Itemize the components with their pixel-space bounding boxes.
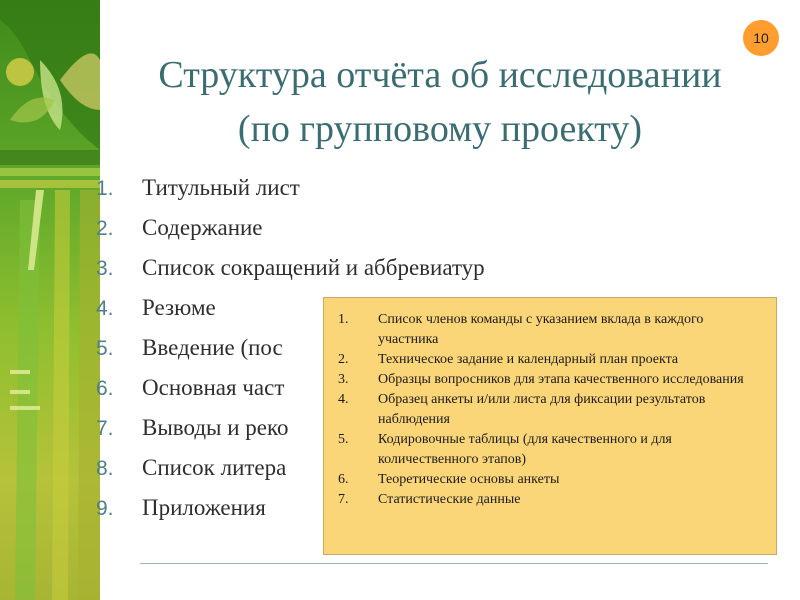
- divider-line: [140, 563, 768, 564]
- appendix-item-number: 3.: [338, 372, 349, 387]
- list-item-number: 8.: [96, 457, 114, 480]
- appendix-item-text: Теоретические основы анкеты: [378, 472, 560, 487]
- list-item: [96, 248, 485, 288]
- list-item: [96, 208, 485, 248]
- list-item-text: Выводы и реко: [142, 415, 289, 440]
- list-item-text: Резюме: [142, 295, 216, 320]
- appendix-item-text: Образцы вопросников для этапа качественного исследования: [378, 372, 744, 387]
- appendix-item: [338, 310, 766, 350]
- appendix-item-text: Кодировочные таблицы (для качественного и для количественного этапов): [378, 432, 672, 467]
- appendix-item: [338, 430, 766, 470]
- list-item-text: Список сокращений и аббревиатур: [142, 255, 485, 280]
- list-item-number: 2.: [96, 217, 114, 240]
- list-item: [96, 168, 485, 208]
- appendix-item-number: 1.: [338, 312, 349, 327]
- list-item-text: Приложения: [142, 495, 266, 520]
- list-item-text: Список литера: [142, 455, 287, 480]
- list-item-number: 9.: [96, 497, 114, 520]
- title-line-1: Структура отчёта об исследовании: [158, 54, 722, 96]
- list-item-text: Содержание: [142, 215, 263, 240]
- list-item-text: Основная част: [142, 375, 285, 400]
- appendix-item: [338, 350, 766, 370]
- appendix-item-text: Техническое задание и календарный план проекта: [378, 352, 679, 367]
- page-title: [100, 48, 780, 156]
- appendix-item-text: Образец анкеты и/или листа для фиксации результатов наблюдения: [378, 392, 706, 427]
- appendix-item-number: 7.: [338, 492, 349, 507]
- appendix-item: [338, 370, 766, 390]
- sidebar-decoration: [0, 0, 100, 600]
- list-item-number: 5.: [96, 337, 114, 360]
- appendix-item-text: Статистические данные: [378, 492, 521, 507]
- list-item-number: 7.: [96, 417, 114, 440]
- list-item-text: Введение (пос: [142, 335, 283, 360]
- appendix-item: [338, 470, 766, 490]
- list-item-number: 4.: [96, 297, 114, 320]
- list-item-number: 3.: [96, 257, 114, 280]
- slide-number-badge: 10: [743, 20, 779, 56]
- appendix-item-number: 2.: [338, 352, 349, 367]
- list-item-number: 6.: [96, 377, 114, 400]
- appendix-item-text: Список членов команды с указанием вклада в каждого участника: [378, 312, 704, 347]
- decorative-sidebar: [0, 0, 100, 600]
- appendix-list: [338, 310, 766, 510]
- appendix-item-number: 4.: [338, 392, 349, 407]
- appendix-item: [338, 490, 766, 510]
- title-line-2: (по групповому проекту): [237, 108, 643, 150]
- appendix-callout: [323, 297, 777, 555]
- appendix-item-number: 5.: [338, 432, 349, 447]
- appendix-item: [338, 390, 766, 430]
- list-item-text: Титульный лист: [142, 175, 300, 200]
- appendix-item-number: 6.: [338, 472, 349, 487]
- list-item-number: 1.: [96, 177, 114, 200]
